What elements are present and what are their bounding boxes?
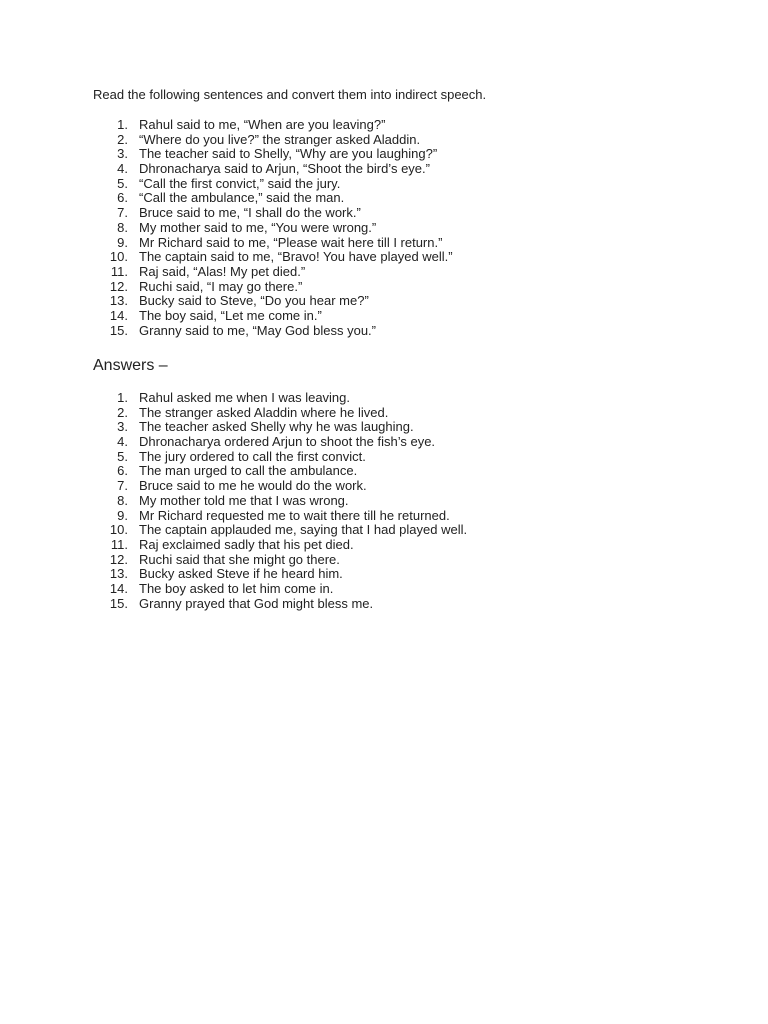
answer-text: The boy asked to let him come in. xyxy=(139,580,334,596)
answer-number: 6. xyxy=(117,463,128,479)
question-number: 12. xyxy=(109,278,128,294)
answer-number: 8. xyxy=(117,492,128,508)
question-text: Ruchi said, “I may go there.” xyxy=(139,278,303,294)
answer-text: The stranger asked Aladdin where he lived. xyxy=(139,404,389,420)
answer-text: My mother told me that I was wrong. xyxy=(139,492,349,508)
question-number: 15. xyxy=(109,322,128,338)
answer-text: Raj exclaimed sadly that his pet died. xyxy=(139,536,354,552)
question-text: “Call the ambulance,” said the man. xyxy=(139,190,345,206)
question-text: Granny said to me, “May God bless you.” xyxy=(139,322,376,338)
answer-number: 7. xyxy=(117,478,128,494)
question-number: 1. xyxy=(117,117,128,132)
question-text: Rahul said to me, “When are you leaving?” xyxy=(139,117,386,132)
question-number: 13. xyxy=(109,293,128,309)
answer-number: 5. xyxy=(117,448,128,464)
answer-text: Ruchi said that she might go there. xyxy=(139,551,340,567)
question-text: “Call the first convict,” said the jury. xyxy=(139,175,341,191)
answer-text: The teacher asked Shelly why he was laughing. xyxy=(139,419,414,435)
answer-text: Bruce said to me he would do the work. xyxy=(139,478,367,494)
question-number: 3. xyxy=(117,146,128,162)
answer-text: Granny prayed that God might bless me. xyxy=(139,595,374,611)
question-text: The teacher said to Shelly, “Why are you laughing?” xyxy=(139,146,438,162)
answer-number: 4. xyxy=(117,434,128,450)
answer-text: Bucky asked Steve if he heard him. xyxy=(139,566,343,582)
answer-number: 12. xyxy=(109,551,128,567)
question-text: Dhronacharya said to Arjun, “Shoot the bird’s eye.” xyxy=(139,161,430,177)
answer-number: 3. xyxy=(117,419,128,435)
answer-number: 11. xyxy=(110,536,128,552)
question-number: 4. xyxy=(117,161,128,177)
question-number: 10. xyxy=(109,249,128,265)
answers-heading: Answers – xyxy=(93,357,168,374)
question-number: 2. xyxy=(117,131,128,147)
question-text: The captain said to me, “Bravo! You have played well.” xyxy=(139,249,453,265)
answer-number: 1. xyxy=(117,390,128,405)
question-number: 9. xyxy=(117,234,128,250)
question-text: My mother said to me, “You were wrong.” xyxy=(139,219,377,235)
answer-text: The man urged to call the ambulance. xyxy=(139,463,358,479)
question-number: 8. xyxy=(117,219,128,235)
answer-text: The captain applauded me, saying that I had played well. xyxy=(139,522,468,538)
question-number: 5. xyxy=(117,175,128,191)
instruction-text: Read the following sentences and convert them into indirect speech. xyxy=(93,87,487,102)
question-text: The boy said, “Let me come in.” xyxy=(139,307,322,323)
answer-number: 10. xyxy=(109,522,128,538)
answer-text: Rahul asked me when I was leaving. xyxy=(139,390,351,405)
question-text: Raj said, “Alas! My pet died.” xyxy=(139,263,306,279)
answer-number: 14. xyxy=(109,580,128,596)
question-number: 7. xyxy=(117,205,128,221)
answer-number: 9. xyxy=(117,507,128,523)
answer-number: 13. xyxy=(109,566,128,582)
question-text: Bucky said to Steve, “Do you hear me?” xyxy=(139,293,369,309)
question-number: 6. xyxy=(117,190,128,206)
question-text: “Where do you live?” the stranger asked Aladdin. xyxy=(139,131,421,147)
question-text: Bruce said to me, “I shall do the work.” xyxy=(139,205,361,221)
answer-number: 15. xyxy=(109,595,128,611)
answer-text: Mr Richard requested me to wait there till he returned. xyxy=(139,507,450,523)
answer-text: The jury ordered to call the first convict. xyxy=(139,448,366,464)
question-number: 11. xyxy=(110,263,128,279)
answer-number: 2. xyxy=(117,404,128,420)
question-number: 14. xyxy=(109,307,128,323)
answer-text: Dhronacharya ordered Arjun to shoot the fish’s eye. xyxy=(139,434,436,450)
question-text: Mr Richard said to me, “Please wait here till I return.” xyxy=(139,234,443,250)
